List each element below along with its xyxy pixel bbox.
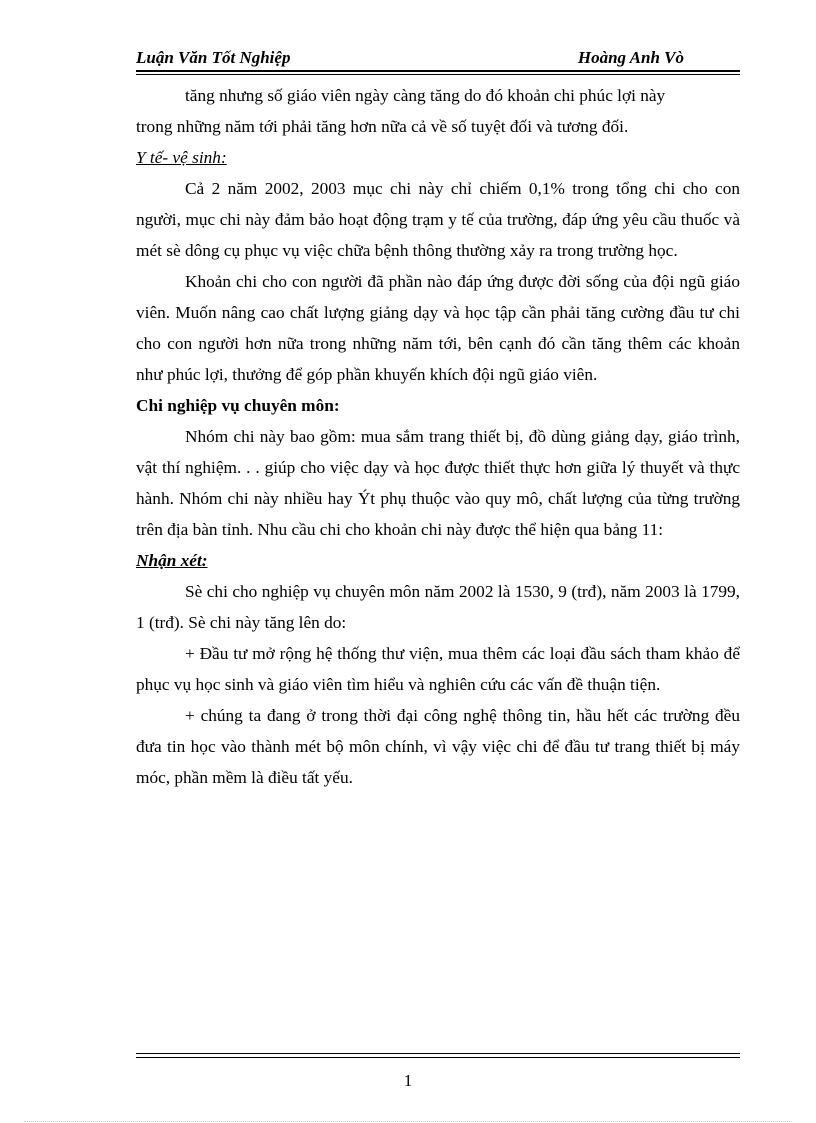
paragraph-continuation	[136, 80, 740, 142]
page-header	[136, 48, 740, 70]
paragraph-nhan-xet: Sè chi cho nghiệp vụ chuyên môn năm 2002 là 1530, 9 (trđ), năm 2003 là 1799, 1 (trđ). Sè chi này tăng lên do:	[136, 582, 740, 632]
paragraph-y-te: Cả 2 năm 2002, 2003 mục chi này chỉ chiếm 0,1% trong tổng chi cho con người, mục chi này đảm bảo hoạt động trạm y tế của trường, đáp ứng yêu cầu thuốc và mét sè dông cụ phục vụ việc chữa bệnh thông thường xảy ra trong trường học.	[136, 179, 740, 260]
page-edge-divider	[24, 1121, 792, 1122]
footer-rule-top	[136, 1053, 740, 1054]
header-rule-thin	[136, 74, 740, 75]
header-author: Hoàng Anh Vò	[577, 48, 684, 67]
heading-y-te: Y tế- vệ sinh:	[136, 148, 227, 167]
page-number: 1	[403, 1071, 413, 1090]
header-title: Luận Văn Tốt Nghiệp	[136, 48, 291, 67]
paragraph-thu-vien: + Đầu tư mở rộng hệ thống thư viện, mua thêm các loại đầu sách tham khảo để phục vụ học sinh và giáo viên tìm hiểu và nghiên cứu các vấn đề thuận tiện.	[136, 644, 740, 694]
document-body	[136, 80, 740, 793]
paragraph-con-nguoi: Khoản chi cho con người đã phần nào đáp ứng được đời sống của đội ngũ giáo viên. Muốn nâng cao chất lượng giảng dạy và học tập cần phải tăng cường đầu tư chi cho con người hơn nữa trong những năm tới, bên cạnh đó cần tăng thêm các khoản như phúc lợi, thưởng để góp phần khuyến khích đội ngũ giáo viên.	[136, 272, 740, 384]
paragraph-line: tăng nhưng số giáo viên ngày càng tăng do đó khoản chi phúc lợi này	[185, 86, 666, 105]
heading-nghiep-vu: Chi nghiệp vụ chuyên môn:	[136, 396, 340, 415]
heading-nhan-xet: Nhận xét:	[136, 551, 208, 570]
paragraph-cong-nghe: + chúng ta đang ở trong thời đại công nghệ thông tin, hầu hết các trường đều đưa tin học vào thành mét bộ môn chính, vì vậy việc chi để đầu tư trang thiết bị máy móc, phần mềm là điều tất yếu.	[136, 706, 740, 787]
paragraph-line: trong những năm tới phải tăng hơn nữa cả về số tuyệt đối và tương đối.	[136, 117, 629, 136]
paragraph-nghiep-vu: Nhóm chi này bao gồm: mua sắm trang thiết bị, đồ dùng giảng dạy, giáo trình, vật thí nghiệm. . . giúp cho việc dạy và học được thiết thực hơn giữa lý thuyết và thực hành. Nhóm chi này nhiều hay Ýt phụ thuộc vào quy mô, chất lượng của từng trường trên địa bàn tỉnh. Nhu cầu chi cho khoản chi này được thể hiện qua bảng 11:	[136, 427, 740, 539]
header-rule-thick	[136, 70, 740, 72]
footer-rule-bottom	[136, 1057, 740, 1058]
